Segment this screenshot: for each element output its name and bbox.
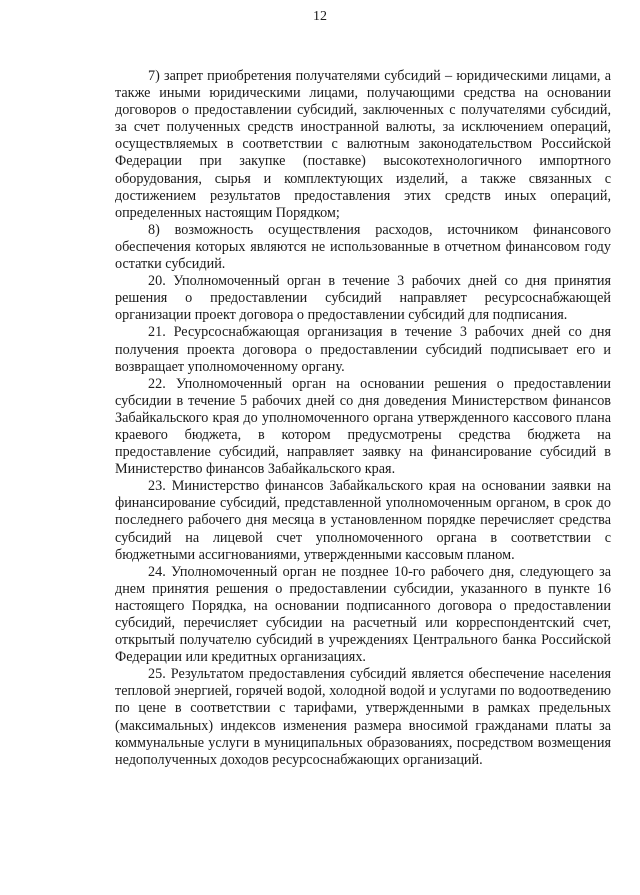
page-number: 12 — [313, 9, 327, 24]
paragraph-item-8: 8) возможность осуществления расходов, источником финансового обеспечения которых являются не использованные в отчетном финансовом году остатки субсидий. — [115, 221, 611, 273]
paragraph-24: 24. Уполномоченный орган не позднее 10-го рабочего дня, следующего за днем принятия решения о предоставлении субсидии, указанного в пункте 16 настоящего Порядка, на основании подписанного договора о предоставлении субсидий, перечисляет субсидии на расчетный или корреспондентский счет, открытый получателю субсидий в учреждениях Центрального банка Российской Федерации или кредитных организациях. — [115, 563, 611, 666]
paragraph-25: 25. Результатом предоставления субсидий является обеспечение населения тепловой энергией, горячей водой, холодной водой и услугами по водоотведению по цене в соответствии с тарифами, утвержденными в рамках предельных (максимальных) индексов изменения размера вносимой гражданами платы за коммунальные услуги в муниципальных образованиях, посредством возмещения недополученных доходов ресурсоснабжающих организаций. — [115, 666, 611, 768]
paragraph-22: 22. Уполномоченный орган на основании решения о предоставлении субсидии в течение 5 рабочих дней со дня доведения Министерством финансов Забайкальского края до уполномоченного органа утвержденного кассового плана краевого бюджета, в котором предусмотрены средства бюджета на предоставление субсидий, направляет заявку на финансирование субсидий в Министерство финансов Забайкальского края. — [115, 375, 611, 478]
paragraph-20: 20. Уполномоченный орган в течение 3 рабочих дней со дня принятия решения о предоставлении субсидий направляет ресурсоснабжающей организации проект договора о предоставлении субсидий для подписания. — [115, 273, 611, 324]
document-body — [115, 68, 611, 769]
paragraph-23: 23. Министерство финансов Забайкальского края на основании заявки на финансирование субсидий, представленной уполномоченным органом, в срок до последнего рабочего дня месяца в установленном порядке перечисляет средства субсидий на лицевой счет уполномоченного органа в соответствии с бюджетными ассигнованиями, утвержденными кассовым планом. — [115, 478, 611, 563]
paragraph-21: 21. Ресурсоснабжающая организация в течение 3 рабочих дней со дня получения проекта договора о предоставлении субсидий подписывает его и возвращает уполномоченному органу. — [115, 324, 611, 375]
paragraph-item-7: 7) запрет приобретения получателями субсидий – юридическими лицами, а также иными юридическими лицами, получающими средства на основании договоров о предоставлении субсидий, заключенных с получателями субсидий, за счет полученных средств иностранной валюты, за исключением операций, осуществляемых в соответствии с валютным законодательством Российской Федерации при закупке (поставке) высокотехнологичного импортного оборудования, сырья и комплектующих изделий, а также связанных с достижением результатов предоставления этих средств иных операций, определенных настоящим Порядком; — [115, 68, 611, 221]
